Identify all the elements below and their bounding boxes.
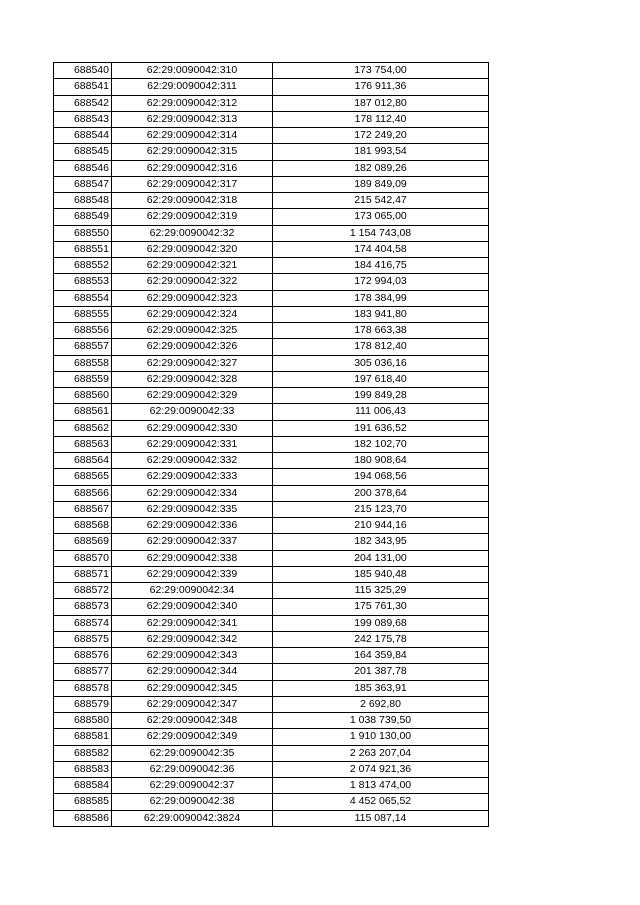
cadastral-number-cell: 62:29:0090042:320 [112,241,273,257]
value-cell: 305 036,16 [273,355,489,371]
table-row [54,761,489,777]
cadastral-number-cell: 62:29:0090042:340 [112,599,273,615]
value-cell: 184 416,75 [273,258,489,274]
row-id-cell: 688544 [54,128,112,144]
value-cell: 115 325,29 [273,583,489,599]
cadastral-number-cell: 62:29:0090042:334 [112,485,273,501]
row-id-cell: 688584 [54,778,112,794]
cadastral-number-cell: 62:29:0090042:321 [112,258,273,274]
table-row [54,306,489,322]
cadastral-number-cell: 62:29:0090042:328 [112,371,273,387]
table-row [54,810,489,826]
table-row [54,128,489,144]
cadastral-number-cell: 62:29:0090042:319 [112,209,273,225]
value-cell: 182 089,26 [273,160,489,176]
cadastral-number-cell: 62:29:0090042:32 [112,225,273,241]
table-row [54,745,489,761]
value-cell: 197 618,40 [273,371,489,387]
value-cell: 194 068,56 [273,469,489,485]
value-cell: 115 087,14 [273,810,489,826]
row-id-cell: 688541 [54,79,112,95]
row-id-cell: 688580 [54,713,112,729]
value-cell: 242 175,78 [273,631,489,647]
row-id-cell: 688566 [54,485,112,501]
value-cell: 183 941,80 [273,306,489,322]
table-body [54,63,489,827]
row-id-cell: 688565 [54,469,112,485]
table-row [54,371,489,387]
cadastral-number-cell: 62:29:0090042:314 [112,128,273,144]
value-cell: 4 452 065,52 [273,794,489,810]
value-cell: 199 089,68 [273,615,489,631]
value-cell: 181 993,54 [273,144,489,160]
value-cell: 2 263 207,04 [273,745,489,761]
cadastral-number-cell: 62:29:0090042:329 [112,388,273,404]
table-row [54,680,489,696]
cadastral-number-cell: 62:29:0090042:3824 [112,810,273,826]
table-row [54,518,489,534]
table-row [54,290,489,306]
cadastral-number-cell: 62:29:0090042:312 [112,95,273,111]
value-cell: 2 074 921,36 [273,761,489,777]
cadastral-number-cell: 62:29:0090042:33 [112,404,273,420]
row-id-cell: 688545 [54,144,112,160]
row-id-cell: 688550 [54,225,112,241]
row-id-cell: 688573 [54,599,112,615]
row-id-cell: 688586 [54,810,112,826]
value-cell: 172 249,20 [273,128,489,144]
cadastral-number-cell: 62:29:0090042:343 [112,648,273,664]
cadastral-number-cell: 62:29:0090042:318 [112,193,273,209]
row-id-cell: 688569 [54,534,112,550]
cadastral-number-cell: 62:29:0090042:330 [112,420,273,436]
value-cell: 178 112,40 [273,111,489,127]
row-id-cell: 688557 [54,339,112,355]
value-cell: 176 911,36 [273,79,489,95]
row-id-cell: 688574 [54,615,112,631]
table-row [54,648,489,664]
table-row [54,534,489,550]
table-row [54,63,489,79]
cadastral-number-cell: 62:29:0090042:38 [112,794,273,810]
value-cell: 191 636,52 [273,420,489,436]
cadastral-number-cell: 62:29:0090042:331 [112,436,273,452]
row-id-cell: 688542 [54,95,112,111]
cadastral-number-cell: 62:29:0090042:325 [112,323,273,339]
value-cell: 200 378,64 [273,485,489,501]
cadastral-number-cell: 62:29:0090042:335 [112,501,273,517]
cadastral-number-cell: 62:29:0090042:333 [112,469,273,485]
row-id-cell: 688561 [54,404,112,420]
table-row [54,225,489,241]
row-id-cell: 688540 [54,63,112,79]
value-cell: 215 542,47 [273,193,489,209]
row-id-cell: 688570 [54,550,112,566]
row-id-cell: 688559 [54,371,112,387]
cadastral-number-cell: 62:29:0090042:316 [112,160,273,176]
table-row [54,631,489,647]
cadastral-number-cell: 62:29:0090042:323 [112,290,273,306]
value-cell: 182 343,95 [273,534,489,550]
row-id-cell: 688568 [54,518,112,534]
value-cell: 204 131,00 [273,550,489,566]
table-row [54,696,489,712]
table-row [54,550,489,566]
table-row [54,323,489,339]
value-cell: 185 940,48 [273,566,489,582]
value-cell: 1 813 474,00 [273,778,489,794]
table-row [54,193,489,209]
row-id-cell: 688558 [54,355,112,371]
value-cell: 173 065,00 [273,209,489,225]
row-id-cell: 688581 [54,729,112,745]
row-id-cell: 688555 [54,306,112,322]
table-row [54,566,489,582]
value-cell: 180 908,64 [273,453,489,469]
cadastral-number-cell: 62:29:0090042:317 [112,176,273,192]
data-table [53,62,489,827]
cadastral-number-cell: 62:29:0090042:326 [112,339,273,355]
cadastral-number-cell: 62:29:0090042:313 [112,111,273,127]
table-row [54,664,489,680]
row-id-cell: 688552 [54,258,112,274]
row-id-cell: 688567 [54,501,112,517]
row-id-cell: 688547 [54,176,112,192]
cadastral-number-cell: 62:29:0090042:322 [112,274,273,290]
value-cell: 182 102,70 [273,436,489,452]
value-cell: 187 012,80 [273,95,489,111]
cadastral-number-cell: 62:29:0090042:338 [112,550,273,566]
table-row [54,420,489,436]
table-row [54,274,489,290]
row-id-cell: 688564 [54,453,112,469]
table-row [54,615,489,631]
row-id-cell: 688554 [54,290,112,306]
table-row [54,355,489,371]
row-id-cell: 688546 [54,160,112,176]
table-row [54,453,489,469]
value-cell: 178 663,38 [273,323,489,339]
row-id-cell: 688543 [54,111,112,127]
table-row [54,713,489,729]
value-cell: 175 761,30 [273,599,489,615]
cadastral-number-cell: 62:29:0090042:332 [112,453,273,469]
row-id-cell: 688562 [54,420,112,436]
value-cell: 178 384,99 [273,290,489,306]
table-row [54,209,489,225]
table-row [54,404,489,420]
cadastral-number-cell: 62:29:0090042:347 [112,696,273,712]
cadastral-number-cell: 62:29:0090042:315 [112,144,273,160]
table-row [54,778,489,794]
row-id-cell: 688556 [54,323,112,339]
table-row [54,144,489,160]
table-row [54,599,489,615]
table-row [54,388,489,404]
table-row [54,436,489,452]
row-id-cell: 688579 [54,696,112,712]
table-row [54,79,489,95]
value-cell: 210 944,16 [273,518,489,534]
table-row [54,176,489,192]
value-cell: 189 849,09 [273,176,489,192]
table-row [54,258,489,274]
row-id-cell: 688551 [54,241,112,257]
table-row [54,469,489,485]
table-row [54,729,489,745]
cadastral-number-cell: 62:29:0090042:37 [112,778,273,794]
cadastral-number-cell: 62:29:0090042:342 [112,631,273,647]
row-id-cell: 688582 [54,745,112,761]
row-id-cell: 688563 [54,436,112,452]
cadastral-number-cell: 62:29:0090042:345 [112,680,273,696]
cadastral-number-cell: 62:29:0090042:344 [112,664,273,680]
value-cell: 164 359,84 [273,648,489,664]
row-id-cell: 688560 [54,388,112,404]
table-row [54,583,489,599]
row-id-cell: 688553 [54,274,112,290]
cadastral-number-cell: 62:29:0090042:35 [112,745,273,761]
cadastral-number-cell: 62:29:0090042:336 [112,518,273,534]
row-id-cell: 688572 [54,583,112,599]
cadastral-number-cell: 62:29:0090042:311 [112,79,273,95]
cadastral-number-cell: 62:29:0090042:348 [112,713,273,729]
table-row [54,241,489,257]
value-cell: 173 754,00 [273,63,489,79]
row-id-cell: 688571 [54,566,112,582]
value-cell: 111 006,43 [273,404,489,420]
table-row [54,111,489,127]
table-row [54,160,489,176]
value-cell: 178 812,40 [273,339,489,355]
cadastral-number-cell: 62:29:0090042:339 [112,566,273,582]
value-cell: 201 387,78 [273,664,489,680]
row-id-cell: 688583 [54,761,112,777]
row-id-cell: 688585 [54,794,112,810]
value-cell: 174 404,58 [273,241,489,257]
value-cell: 215 123,70 [273,501,489,517]
table-row [54,485,489,501]
table-row [54,339,489,355]
table-row [54,95,489,111]
value-cell: 1 910 130,00 [273,729,489,745]
table-row [54,501,489,517]
cadastral-number-cell: 62:29:0090042:324 [112,306,273,322]
value-cell: 1 154 743,08 [273,225,489,241]
row-id-cell: 688575 [54,631,112,647]
value-cell: 1 038 739,50 [273,713,489,729]
cadastral-number-cell: 62:29:0090042:337 [112,534,273,550]
table-row [54,794,489,810]
cadastral-number-cell: 62:29:0090042:341 [112,615,273,631]
row-id-cell: 688549 [54,209,112,225]
cadastral-number-cell: 62:29:0090042:36 [112,761,273,777]
row-id-cell: 688577 [54,664,112,680]
value-cell: 2 692,80 [273,696,489,712]
cadastral-number-cell: 62:29:0090042:34 [112,583,273,599]
row-id-cell: 688578 [54,680,112,696]
cadastral-number-cell: 62:29:0090042:310 [112,63,273,79]
value-cell: 185 363,91 [273,680,489,696]
row-id-cell: 688548 [54,193,112,209]
cadastral-number-cell: 62:29:0090042:349 [112,729,273,745]
value-cell: 199 849,28 [273,388,489,404]
value-cell: 172 994,03 [273,274,489,290]
row-id-cell: 688576 [54,648,112,664]
cadastral-number-cell: 62:29:0090042:327 [112,355,273,371]
